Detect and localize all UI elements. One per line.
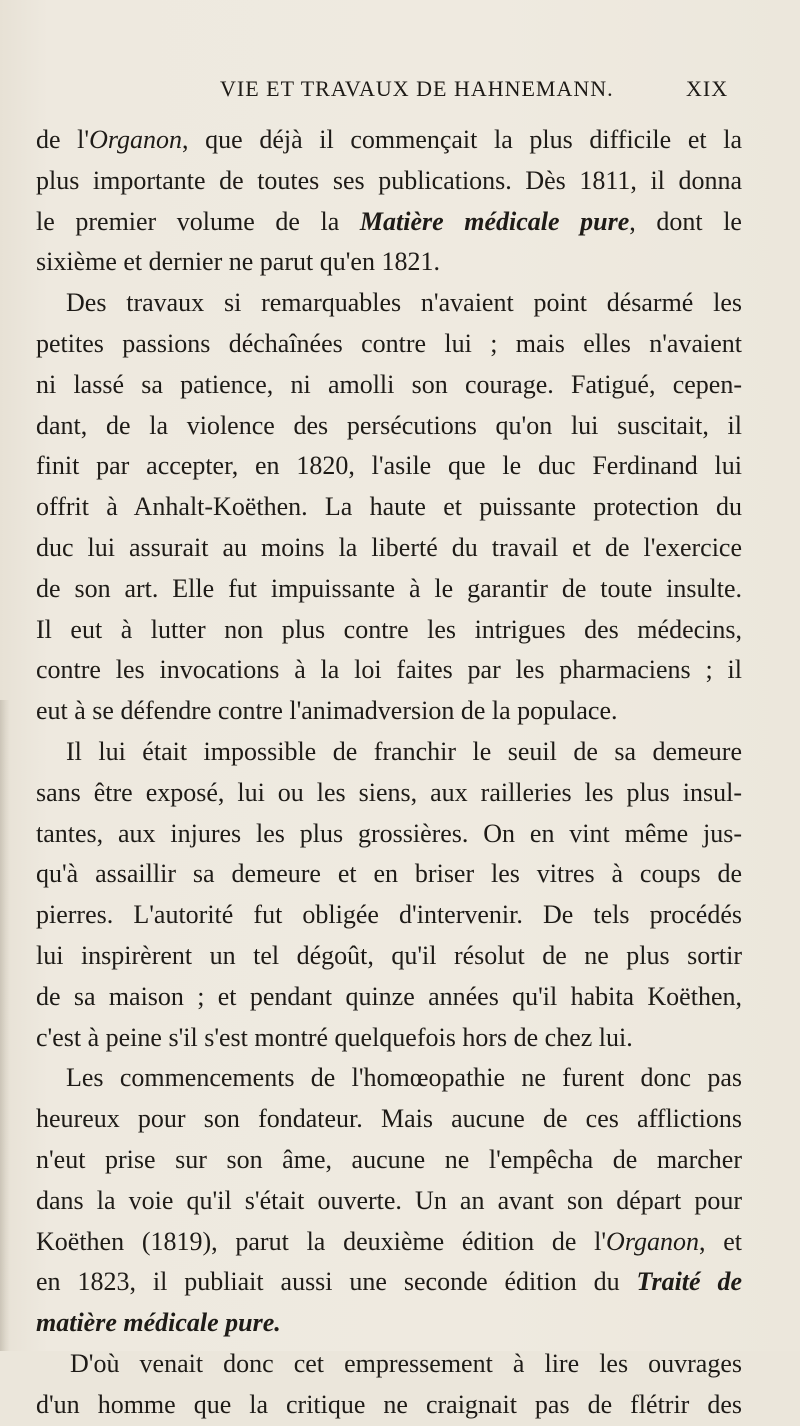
text-line: de sa maison ; et pendant quinze années qu'il habita Koëthen,	[36, 981, 742, 1011]
running-header	[0, 70, 800, 110]
text-line: de son art. Elle fut impuissante à le garantir de toute insulte.	[36, 573, 742, 603]
text-line: D'où venait donc cet empressement à lire les ouvrages	[70, 1348, 742, 1378]
text-line: tantes, aux injures les plus grossières. On en vint même jus-	[36, 818, 742, 848]
text-line: de l'Organon, que déjà il commençait la plus difficile et la	[36, 125, 742, 154]
text-line: eut à se défendre contre l'animadversion de la populace.	[36, 696, 618, 726]
page-number: XIX	[686, 76, 729, 101]
text-line: sixième et dernier ne parut qu'en 1821.	[36, 247, 440, 277]
text-line: sans être exposé, lui ou les siens, aux railleries les plus insul-	[36, 777, 742, 807]
text-line	[36, 1303, 742, 1344]
italic-title: matière médicale pure.	[36, 1308, 281, 1338]
text-line: Il eut à lutter non plus contre les intrigues des médecins,	[36, 614, 742, 644]
text-line: offrit à Anhalt-Koëthen. La haute et puissante protection du	[36, 492, 742, 522]
text-line: en 1823, il publiait aussi une seconde édition du Traité de	[36, 1267, 742, 1297]
text-line: d'un homme que la critique ne craignait pas de flétrir des	[36, 1389, 742, 1419]
text-line: petites passions déchaînées contre lui ; mais elles n'avaient	[36, 328, 742, 358]
text-line: heureux pour son fondateur. Mais aucune de ces afflictions	[36, 1104, 742, 1134]
italic-title: Traité de	[636, 1267, 742, 1297]
text-line: pierres. L'autorité fut obligée d'intervenir. De tels procédés	[36, 900, 742, 930]
italic-title: Matière médicale pure	[359, 206, 630, 236]
text-line: n'eut prise sur son âme, aucune ne l'empêcha de marcher	[36, 1144, 742, 1174]
text-line: lui inspirèrent un tel dégoût, qu'il résolut de ne plus sortir	[36, 940, 742, 970]
text-line: dans la voie qu'il s'était ouverte. Un an avant son départ pour	[36, 1185, 742, 1215]
text-line: qu'à assaillir sa demeure et en briser les vitres à coups de	[36, 859, 742, 889]
text-line: Des travaux si remarquables n'avaient point désarmé les	[66, 288, 742, 318]
italic-title: Organon	[606, 1226, 699, 1256]
text-line: ni lassé sa patience, ni amolli son courage. Fatigué, cepen-	[36, 369, 742, 399]
text-line: c'est à peine s'il s'est montré quelquefois hors de chez lui.	[36, 1022, 633, 1052]
text-line: Il lui était impossible de franchir le seuil de sa demeure	[66, 736, 742, 766]
page-gutter-shadow	[0, 700, 10, 1351]
text-line: plus importante de toutes ses publications. Dès 1811, il donna	[36, 165, 742, 195]
text-line: dant, de la violence des persécutions qu'on lui suscitait, il	[36, 410, 742, 440]
text-line: duc lui assurait au moins la liberté du travail et de l'exercice	[36, 532, 742, 562]
text-line: Koëthen (1819), parut la deuxième édition de l'Organon, et	[36, 1226, 742, 1256]
italic-title: Organon	[89, 125, 183, 154]
text-line: le premier volume de la Matière médicale pure, dont le	[36, 206, 742, 236]
text-line: finit par accepter, en 1820, l'asile que le duc Ferdinand lui	[36, 451, 742, 481]
running-title: VIE ET TRAVAUX DE HAHNEMANN.	[220, 76, 614, 101]
body-text	[36, 120, 742, 1426]
text-line: contre les invocations à la loi faites par les pharmaciens ; il	[36, 655, 742, 685]
text-line: Les commencements de l'homœopathie ne furent donc pas	[66, 1063, 742, 1093]
